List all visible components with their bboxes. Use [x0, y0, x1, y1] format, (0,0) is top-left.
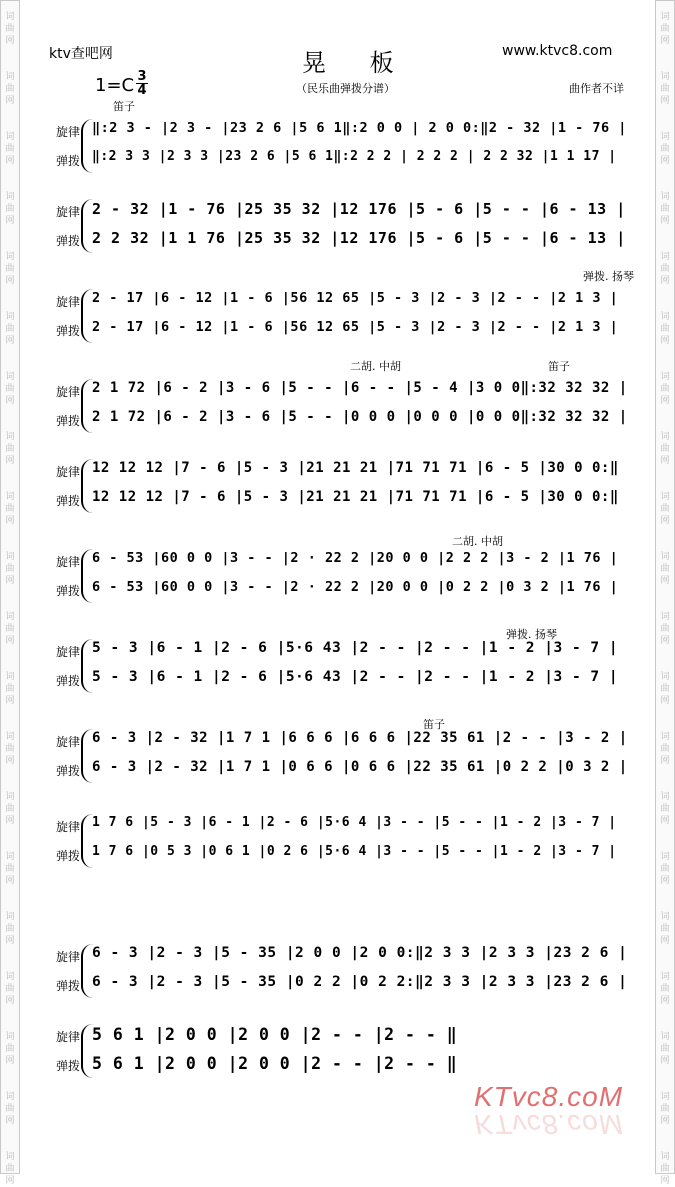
watermark-text: 词曲网	[5, 912, 15, 946]
plucked-notes: 6 - 3 |2 - 3 |5 - 35 |0 2 2 |0 2 2:‖2 3 3 |2 3 3 |23 2 6 |	[92, 974, 628, 990]
watermark-text: 词曲网	[5, 1152, 15, 1186]
plucked-notes: 12 12 12 |7 - 6 |5 - 3 |21 21 21 |71 71 71 |6 - 5 |30 0 0:‖	[92, 489, 619, 505]
annotation-plucked-yangqin-1: 弹拨. 扬琴	[583, 270, 634, 283]
plucked-label: 弹拨	[56, 414, 81, 428]
watermark-text: 词曲网	[660, 132, 670, 166]
watermark-text: 词曲网	[5, 12, 15, 46]
melody-notes: 2 1 72 |6 - 2 |3 - 6 |5 - - |6 - - |5 - 4 |3 0 0‖:32 32 32 |	[92, 380, 628, 396]
annotation-plucked-yangqin-2: 弹拨. 扬琴	[506, 628, 557, 641]
plucked-label: 弹拨	[56, 674, 81, 688]
watermark-text: 词曲网	[660, 792, 670, 826]
site-logo-reflection: KTvc8.coM	[474, 1109, 624, 1140]
key-signature: 1=C	[95, 75, 135, 96]
plucked-label: 弹拨	[56, 494, 81, 508]
melody-notes: 6 - 53 |60 0 0 |3 - - |2 · 22 2 |20 0 0 |2 2 2 |3 - 2 |1 76 |	[92, 550, 619, 566]
watermark-text: 词曲网	[5, 552, 15, 586]
watermark-text: 词曲网	[660, 372, 670, 406]
watermark-text: 词曲网	[660, 192, 670, 226]
watermark-text: 词曲网	[660, 552, 670, 586]
watermark-text: 词曲网	[5, 72, 15, 106]
score-system	[50, 285, 635, 345]
right-watermark-strip	[655, 0, 675, 1186]
time-top: 3	[137, 69, 147, 84]
watermark-text: 词曲网	[5, 1032, 15, 1066]
watermark-text: 词曲网	[5, 972, 15, 1006]
watermark-text: 词曲网	[5, 432, 15, 466]
watermark-text: 词曲网	[5, 312, 15, 346]
plucked-label: 弹拨	[56, 154, 81, 168]
score-system	[50, 375, 635, 435]
plucked-label: 弹拨	[56, 584, 81, 598]
score-system	[50, 940, 635, 1000]
plucked-notes: 5 - 3 |6 - 1 |2 - 6 |5·6 43 |2 - - |2 - - |1 - 2 |3 - 7 |	[92, 669, 619, 685]
watermark-text: 词曲网	[5, 852, 15, 886]
watermark-text: 词曲网	[660, 432, 670, 466]
left-watermark-strip	[0, 0, 20, 1186]
song-title: 晃 板	[302, 49, 412, 77]
time-bottom: 4	[137, 83, 147, 98]
melody-label: 旋律	[56, 465, 81, 479]
plucked-notes: 6 - 53 |60 0 0 |3 - - |2 · 22 2 |20 0 0 |0 2 2 |0 3 2 |1 76 |	[92, 579, 619, 595]
watermark-text: 词曲网	[660, 852, 670, 886]
plucked-label: 弹拨	[56, 1059, 81, 1073]
melody-notes: 5 - 3 |6 - 1 |2 - 6 |5·6 43 |2 - - |2 - - |1 - 2 |3 - 7 |	[92, 640, 619, 656]
watermark-text: 词曲网	[660, 12, 670, 46]
watermark-text: 词曲网	[5, 492, 15, 526]
melody-notes: 1 7 6 |5 - 3 |6 - 1 |2 - 6 |5·6 4 |3 - - |5 - - |1 - 2 |3 - 7 |	[92, 815, 617, 830]
melody-label: 旋律	[56, 1030, 81, 1044]
watermark-text: 词曲网	[5, 1092, 15, 1126]
melody-notes: 6 - 3 |2 - 32 |1 7 1 |6 6 6 |6 6 6 |22 35 61 |2 - - |3 - 2 |	[92, 730, 628, 746]
melody-notes: 12 12 12 |7 - 6 |5 - 3 |21 21 21 |71 71 71 |6 - 5 |30 0 0:‖	[92, 460, 619, 476]
watermark-text: 词曲网	[5, 732, 15, 766]
score-system	[50, 810, 635, 870]
melody-notes: 6 - 3 |2 - 3 |5 - 35 |2 0 0 |2 0 0:‖2 3 3 |2 3 3 |23 2 6 |	[92, 945, 628, 961]
score-system	[50, 635, 635, 695]
time-signature	[136, 70, 148, 97]
melody-notes: 5 6 1 |2 0 0 |2 0 0 |2 - - |2 - - ‖	[92, 1025, 458, 1044]
watermark-text: 词曲网	[660, 972, 670, 1006]
melody-label: 旋律	[56, 385, 81, 399]
annotation-erhu-1: 二胡. 中胡	[350, 360, 401, 373]
watermark-text: 词曲网	[5, 252, 15, 286]
watermark-text: 词曲网	[660, 492, 670, 526]
site-name: ktv查吧网	[49, 46, 113, 62]
melody-label: 旋律	[56, 125, 81, 139]
plucked-notes: 2 1 72 |6 - 2 |3 - 6 |5 - - |0 0 0 |0 0 0 |0 0 0‖:32 32 32 |	[92, 409, 628, 425]
watermark-text: 词曲网	[660, 732, 670, 766]
plucked-label: 弹拨	[56, 764, 81, 778]
score-system	[50, 195, 635, 255]
watermark-text: 词曲网	[660, 672, 670, 706]
site-url: www.ktvc8.com	[502, 43, 613, 59]
composer: 曲作者不详	[569, 82, 624, 95]
watermark-text: 词曲网	[660, 1092, 670, 1126]
score-system	[50, 1020, 635, 1080]
annotation-flute-3: 笛子	[423, 718, 445, 731]
plucked-notes: 2 - 17 |6 - 12 |1 - 6 |56 12 65 |5 - 3 |2 - 3 |2 - - |2 1 3 |	[92, 319, 619, 335]
score-system	[50, 115, 635, 175]
melody-notes: 2 - 32 |1 - 76 |25 35 32 |12 176 |5 - 6 |5 - - |6 - 13 |	[92, 200, 626, 218]
melody-label: 旋律	[56, 645, 81, 659]
watermark-text: 词曲网	[660, 1032, 670, 1066]
annotation-flute-1: 笛子	[113, 100, 135, 113]
plucked-label: 弹拨	[56, 849, 81, 863]
melody-notes: ‖:2 3 - |2 3 - |23 2 6 |5 6 1‖:2 0 0 | 2 0 0:‖2 - 32 |1 - 76 |	[92, 120, 627, 136]
subtitle: （民乐曲弹拨分谱）	[296, 82, 395, 95]
plucked-label: 弹拨	[56, 979, 81, 993]
watermark-text: 词曲网	[5, 372, 15, 406]
site-logo: KTvc8.coM	[474, 1081, 624, 1112]
watermark-text: 词曲网	[660, 1152, 670, 1186]
annotation-flute-2: 笛子	[548, 360, 570, 373]
plucked-label: 弹拨	[56, 234, 81, 248]
melody-label: 旋律	[56, 205, 81, 219]
plucked-notes: 5 6 1 |2 0 0 |2 0 0 |2 - - |2 - - ‖	[92, 1054, 458, 1073]
annotation-erhu-2: 二胡. 中胡	[452, 535, 503, 548]
melody-notes: 2 - 17 |6 - 12 |1 - 6 |56 12 65 |5 - 3 |2 - 3 |2 - - |2 1 3 |	[92, 290, 619, 306]
watermark-text: 词曲网	[5, 792, 15, 826]
plucked-notes: 1 7 6 |0 5 3 |0 6 1 |0 2 6 |5·6 4 |3 - - |5 - - |1 - 2 |3 - 7 |	[92, 844, 617, 859]
watermark-text: 词曲网	[660, 612, 670, 646]
watermark-text: 词曲网	[5, 132, 15, 166]
watermark-text: 词曲网	[660, 72, 670, 106]
score-system	[50, 725, 635, 785]
watermark-text: 词曲网	[660, 312, 670, 346]
melody-label: 旋律	[56, 555, 81, 569]
score-system	[50, 455, 635, 515]
watermark-text: 词曲网	[5, 672, 15, 706]
melody-label: 旋律	[56, 950, 81, 964]
melody-label: 旋律	[56, 820, 81, 834]
watermark-text: 词曲网	[660, 912, 670, 946]
melody-label: 旋律	[56, 295, 81, 309]
plucked-notes: 2 2 32 |1 1 76 |25 35 32 |12 176 |5 - 6 |5 - - |6 - 13 |	[92, 229, 626, 247]
watermark-text: 词曲网	[5, 612, 15, 646]
melody-label: 旋律	[56, 735, 81, 749]
watermark-text: 词曲网	[660, 252, 670, 286]
plucked-label: 弹拨	[56, 324, 81, 338]
score-system	[50, 545, 635, 605]
watermark-text: 词曲网	[5, 192, 15, 226]
plucked-notes: ‖:2 3 3 |2 3 3 |23 2 6 |5 6 1‖:2 2 2 | 2 2 2 | 2 2 32 |1 1 17 |	[92, 149, 617, 164]
plucked-notes: 6 - 3 |2 - 32 |1 7 1 |0 6 6 |0 6 6 |22 35 61 |0 2 2 |0 3 2 |	[92, 759, 628, 775]
